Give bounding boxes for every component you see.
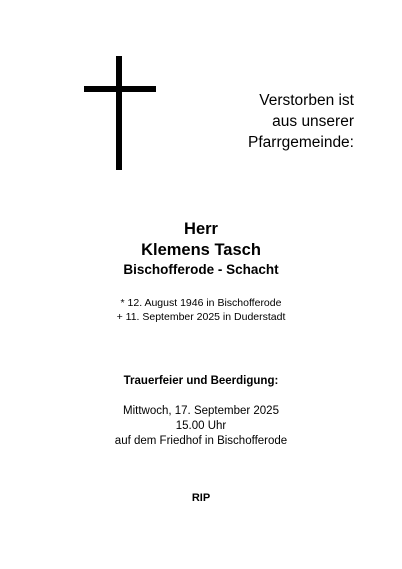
life-dates — [0, 296, 402, 324]
cross-horizontal-beam — [84, 86, 156, 92]
ceremony-block — [0, 374, 402, 449]
intro-line-3: Pfarrgemeinde: — [248, 134, 354, 151]
death-date: + 11. September 2025 in Duderstadt — [116, 311, 286, 323]
birth-date: * 12. August 1946 in Bischofferode — [120, 297, 282, 309]
intro-line-2: aus unserer — [272, 113, 354, 130]
ceremony-details — [0, 404, 402, 449]
ceremony-location: auf dem Friedhof in Bischofferode — [114, 435, 288, 447]
intro-line-1: Verstorben ist — [259, 92, 354, 109]
ceremony-time: 15.00 Uhr — [175, 420, 227, 432]
cross-vertical-beam — [116, 56, 122, 170]
ceremony-title: Trauerfeier und Beerdigung: — [123, 375, 279, 387]
ceremony-date: Mittwoch, 17. September 2025 — [123, 405, 279, 417]
deceased-place: Bischofferode - Schacht — [123, 262, 279, 277]
rip-text: RIP — [191, 492, 211, 504]
intro-text — [248, 90, 354, 153]
salutation: Herr — [184, 220, 218, 238]
cross-icon — [84, 56, 156, 170]
deceased-block — [0, 219, 402, 279]
deceased-name: Klemens Tasch — [141, 241, 261, 259]
